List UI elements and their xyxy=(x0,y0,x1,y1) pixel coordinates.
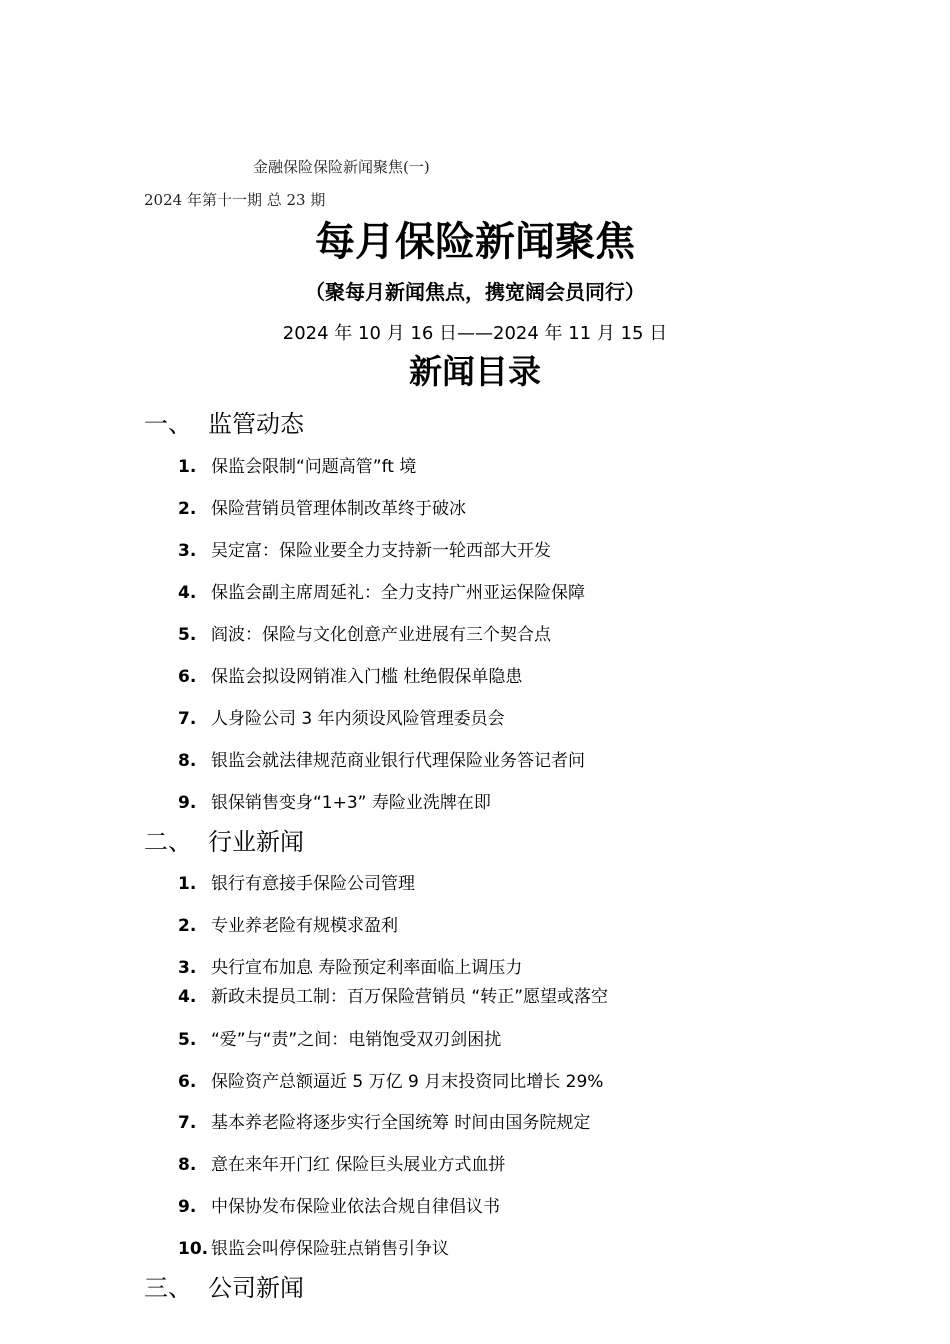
toc-item[interactable] xyxy=(178,536,551,561)
section-heading-company xyxy=(144,1268,304,1303)
toc-item[interactable] xyxy=(178,982,608,1007)
item-number: 9. xyxy=(178,1197,197,1217)
item-text: 新政未提员工制：百万保险营销员 “转正”愿望或落空 xyxy=(211,987,609,1007)
item-number: 7. xyxy=(178,709,197,729)
toc-item[interactable] xyxy=(178,1067,603,1092)
document-subtitle: 金融保险保险新闻聚焦(一) xyxy=(253,158,430,176)
issue-line: 2024 年第十一期 总 23 期 xyxy=(144,191,326,209)
item-text: 吴定富：保险业要全力支持新一轮西部大开发 xyxy=(211,541,551,561)
item-number: 1. xyxy=(178,874,197,894)
item-number: 10. xyxy=(178,1239,209,1259)
toc-item[interactable] xyxy=(178,746,585,771)
toc-item[interactable] xyxy=(178,911,398,936)
item-text: “爱”与“责”之间：电销饱受双刃剑困扰 xyxy=(211,1030,502,1050)
toc-item[interactable] xyxy=(178,578,585,603)
item-number: 8. xyxy=(178,1155,197,1175)
toc-item[interactable] xyxy=(178,662,522,687)
tagline: （聚每月新闻焦点，携宽阔会员同行） xyxy=(305,280,645,304)
toc-item[interactable] xyxy=(178,494,466,519)
date-range: 2024 年 10 月 16 日——2024 年 11 月 15 日 xyxy=(282,323,668,344)
item-text: 银行有意接手保险公司管理 xyxy=(211,874,415,894)
item-number: 5. xyxy=(178,1030,197,1050)
section-title: 行业新闻 xyxy=(208,828,304,856)
item-number: 1. xyxy=(178,457,197,477)
section-number: 二、 xyxy=(144,828,192,856)
toc-item[interactable] xyxy=(178,1150,505,1175)
toc-item[interactable] xyxy=(178,788,491,813)
toc-item[interactable] xyxy=(178,1234,449,1259)
section-title: 公司新闻 xyxy=(208,1274,304,1302)
main-title: 每月保险新闻聚焦 xyxy=(315,219,635,265)
toc-item[interactable] xyxy=(178,620,551,645)
section-heading-industry xyxy=(144,822,304,857)
item-number: 4. xyxy=(178,987,197,1007)
section-title: 监管动态 xyxy=(208,410,304,438)
toc-item[interactable] xyxy=(178,1192,500,1217)
item-text: 央行宣布加息 寿险预定利率面临上调压力 xyxy=(211,958,523,978)
item-text: 银监会就法律规范商业银行代理保险业务答记者问 xyxy=(211,751,585,771)
toc-item[interactable] xyxy=(178,1025,501,1050)
item-number: 2. xyxy=(178,916,197,936)
item-text: 保监会拟设网销准入门槛 杜绝假保单隐患 xyxy=(211,667,523,687)
item-text: 专业养老险有规模求盈利 xyxy=(211,916,398,936)
item-number: 5. xyxy=(178,625,197,645)
item-text: 基本养老险将逐步实行全国统筹 时间由国务院规定 xyxy=(211,1113,591,1133)
item-number: 6. xyxy=(178,667,197,687)
item-number: 2. xyxy=(178,499,197,519)
toc-item[interactable] xyxy=(178,452,416,477)
item-text: 保监会限制“问题高管”ft 境 xyxy=(211,457,417,477)
item-number: 4. xyxy=(178,583,197,603)
item-text: 中保协发布保险业依法合规自律倡议书 xyxy=(211,1197,500,1217)
item-text: 意在来年开门红 保险巨头展业方式血拼 xyxy=(211,1155,506,1175)
toc-title: 新闻目录 xyxy=(409,352,541,391)
item-number: 3. xyxy=(178,541,197,561)
toc-item[interactable] xyxy=(178,869,415,894)
item-number: 6. xyxy=(178,1072,197,1092)
toc-item[interactable] xyxy=(178,953,522,978)
section-heading-regulatory xyxy=(144,404,304,439)
section-number: 一、 xyxy=(144,410,192,438)
item-text: 银监会叫停保险驻点销售引争议 xyxy=(211,1239,449,1259)
item-text: 保险资产总额逼近 5 万亿 9 月末投资同比增长 29% xyxy=(211,1072,604,1092)
item-text: 保监会副主席周延礼：全力支持广州亚运保险保障 xyxy=(211,583,585,603)
item-text: 阎波：保险与文化创意产业进展有三个契合点 xyxy=(211,625,551,645)
section-number: 三、 xyxy=(144,1274,192,1302)
toc-item[interactable] xyxy=(178,704,505,729)
item-text: 人身险公司 3 年内须设风险管理委员会 xyxy=(211,709,505,729)
item-number: 7. xyxy=(178,1113,197,1133)
item-number: 9. xyxy=(178,793,197,813)
item-text: 保险营销员管理体制改革终于破冰 xyxy=(211,499,466,519)
item-number: 3. xyxy=(178,958,197,978)
item-number: 8. xyxy=(178,751,197,771)
toc-item[interactable] xyxy=(178,1108,590,1133)
item-text: 银保销售变身“1+3” 寿险业洗牌在即 xyxy=(211,793,491,813)
